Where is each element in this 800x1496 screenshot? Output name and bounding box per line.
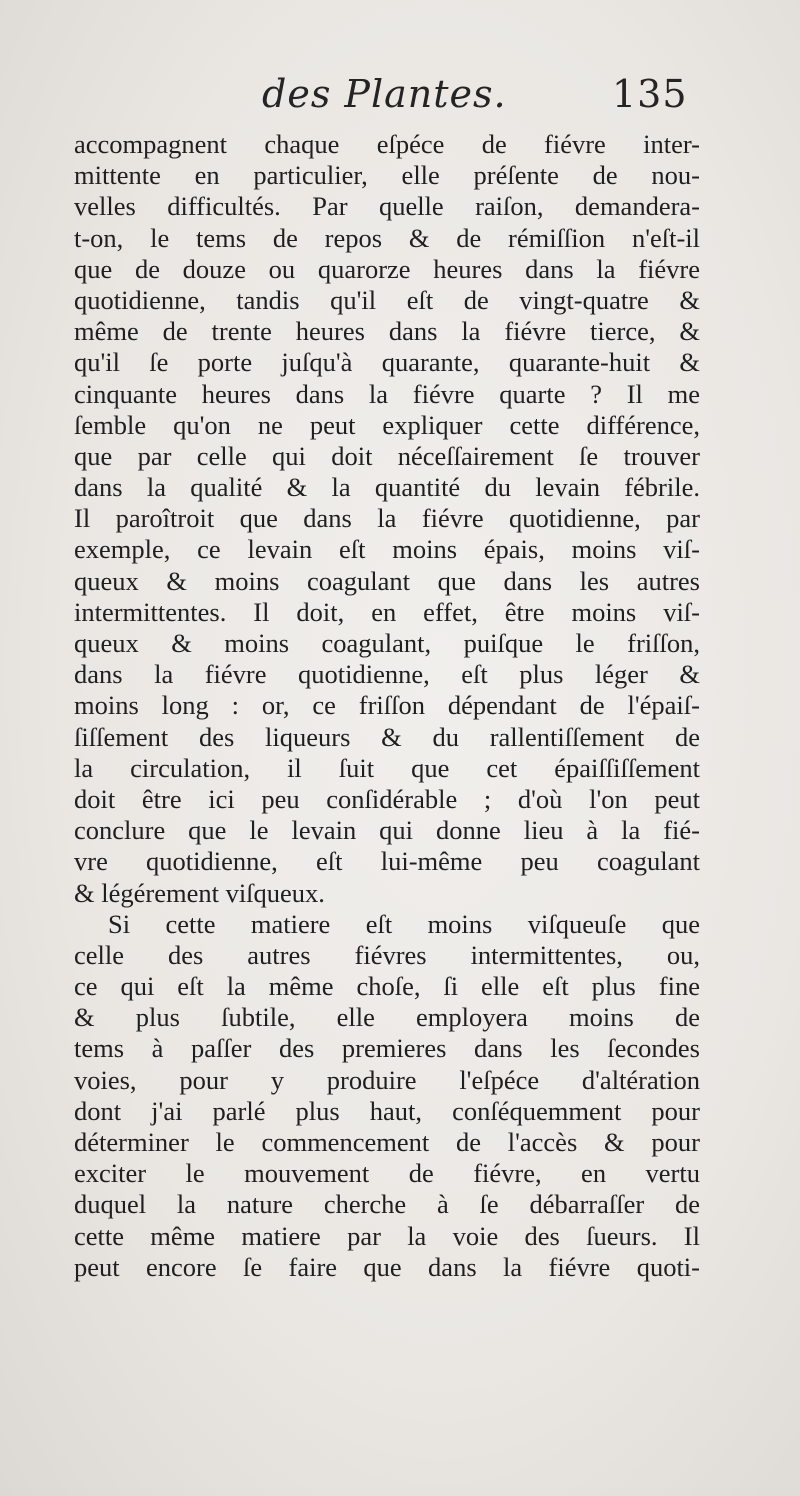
text-line: dans la qualité & la quantité du levain fébrile.	[74, 472, 700, 503]
text-line: voies, pour y produire l'eſpéce d'altération	[74, 1064, 700, 1095]
text-line: tems à paſſer des premieres dans les ſecondes	[74, 1033, 700, 1064]
text-line: ce qui eſt la même choſe, ſi elle eſt plus fine	[74, 971, 700, 1002]
text-line: t-on, le tems de repos & de rémiſſion n'eſt-il	[74, 222, 700, 253]
text-line: exciter le mouvement de fiévre, en vertu	[74, 1158, 700, 1189]
text-line: dont j'ai parlé plus haut, conſéquemment pour	[74, 1095, 700, 1126]
text-line: quotidienne, tandis qu'il eſt de vingt-quatre &	[74, 284, 700, 315]
text-line: intermittentes. Il doit, en effet, être moins viſ-	[74, 596, 700, 627]
text-line: conclure que le levain qui donne lieu à la fié-	[74, 815, 700, 846]
text-line: exemple, ce levain eſt moins épais, moins viſ-	[74, 534, 700, 565]
text-line: que par celle qui doit néceſſairement ſe trouver	[74, 440, 700, 471]
page-header	[0, 72, 800, 132]
text-line: velles difficultés. Par quelle raiſon, demandera-	[74, 191, 700, 222]
text-line: mittente en particulier, elle préſente de nou-	[74, 160, 700, 191]
text-line: ſiſſement des liqueurs & du rallentiſſement de	[74, 721, 700, 752]
text-line: celle des autres fiévres intermittentes, ou,	[74, 939, 700, 970]
text-line: & légérement viſqueux.	[74, 877, 325, 908]
text-line: la circulation, il ſuit que cet épaiſſiſſement	[74, 752, 700, 783]
page-number: 135	[612, 72, 688, 116]
text-line: duquel la nature cherche à ſe débarraſſer de	[74, 1189, 700, 1220]
text-line: & plus ſubtile, elle employera moins de	[74, 1002, 700, 1033]
text-line: même de trente heures dans la fiévre tierce, &	[74, 316, 700, 347]
text-line: qu'il ſe porte juſqu'à quarante, quarante-huit &	[74, 347, 700, 378]
text-line: Il paroîtroit que dans la fiévre quotidienne, par	[74, 503, 700, 534]
text-line: accompagnent chaque eſpéce de fiévre inter-	[74, 129, 700, 159]
body-text	[74, 129, 700, 1283]
text-line: déterminer le commencement de l'accès & pour	[74, 1127, 700, 1157]
text-line: cette même matiere par la voie des ſueurs. Il	[74, 1220, 700, 1251]
text-line: moins long : or, ce friſſon dépendant de l'épaiſ-	[74, 690, 700, 721]
text-line: Si cette matiere eſt moins viſqueuſe que	[108, 908, 700, 939]
text-line: cinquante heures dans la fiévre quarte ? Il me	[74, 378, 700, 409]
text-line: peut encore ſe faire que dans la fiévre quoti-	[74, 1251, 700, 1282]
text-line: ſemble qu'on ne peut expliquer cette différence,	[74, 409, 700, 440]
text-line: vre quotidienne, eſt lui-même peu coagulant	[74, 846, 700, 877]
text-line: que de douze ou quarorze heures dans la fiévre	[74, 253, 700, 284]
text-line: dans la fiévre quotidienne, eſt plus léger &	[74, 659, 700, 690]
text-line: queux & moins coagulant que dans les autres	[74, 565, 700, 596]
text-line: doit être ici peu conſidérable ; d'où l'on peut	[74, 783, 700, 814]
text-line: queux & moins coagulant, puiſque le friſſon,	[74, 628, 700, 658]
running-title: des Plantes.	[262, 72, 507, 116]
